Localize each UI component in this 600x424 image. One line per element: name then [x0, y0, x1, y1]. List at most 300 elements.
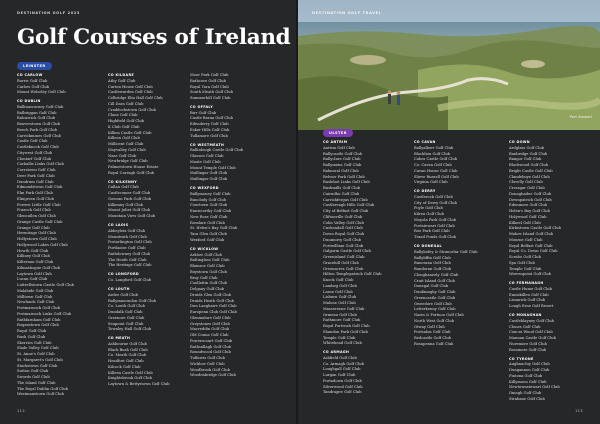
club-name: Foyle Golf Club	[414, 206, 443, 211]
county-section	[190, 247, 243, 379]
club-name: Malahide Golf Club	[17, 288, 54, 293]
club-name: Castle Golf Club	[17, 139, 48, 144]
club-name: Castlereagh Hills Golf Club	[323, 203, 375, 208]
county-heading: CO DOWN	[509, 140, 530, 144]
club-name: Buncrana Golf Club	[414, 261, 451, 266]
county-heading: CO OFFALY	[190, 104, 214, 109]
club-name: Delgany Golf Club	[190, 287, 225, 291]
club-name: City of Belfast Golf Club	[323, 209, 369, 213]
club-name: Craddockstown Golf Club	[108, 107, 156, 112]
county-section	[108, 272, 169, 284]
club-name: Colin Valley Golf Club	[323, 220, 364, 225]
club-name: Donegal Golf Club	[414, 284, 449, 289]
county-section	[323, 140, 381, 347]
county-section	[414, 189, 477, 241]
club-name: Castlecomer Golf Club	[108, 191, 151, 196]
club-name: Royal Belfast Golf Club	[509, 243, 553, 248]
club-name: Cabra Castle Golf Club	[414, 157, 458, 162]
club-name: Downpatrick Golf Club	[509, 197, 552, 202]
county-section	[17, 73, 74, 96]
club-name: Killeen Castle Golf Club	[108, 370, 153, 375]
club-name: Carton House Golf Club	[108, 84, 153, 89]
club-name: Greenore Golf Club	[108, 315, 145, 320]
club-name: The Heath Golf Club	[108, 257, 147, 262]
club-name: Blainroe Golf Club	[190, 264, 225, 268]
club-name: Aughnacloy Golf Club	[509, 362, 550, 367]
club-name: Strabane Golf Club	[509, 396, 545, 401]
club-name: Moor Park Golf Club	[190, 73, 229, 77]
club-name: Headfort Golf Club	[108, 359, 144, 364]
county-section	[323, 350, 381, 396]
club-name: Birr Golf Club	[190, 110, 217, 115]
club-name: European Club Golf Club	[190, 310, 237, 314]
club-name: Woodbrook Golf Club	[190, 367, 230, 372]
club-name: Ormeau Golf Club	[323, 312, 357, 317]
club-name: Woodenbridge Golf Club	[190, 373, 236, 378]
club-name: Lurgan Golf Club	[323, 373, 356, 378]
club-name: Cill Dara Golf Club	[108, 101, 144, 106]
club-name: Rossmore Golf Club	[509, 347, 547, 352]
club-name: Glencullen Golf Club	[17, 214, 56, 219]
club-name: Bray Golf Club	[190, 275, 218, 280]
club-name: Gweedore Golf Club	[414, 301, 452, 306]
county-section	[509, 313, 561, 353]
club-name: Old Conna Golf Club	[190, 333, 229, 337]
club-name: Cairndhu Golf Club	[323, 191, 360, 196]
club-name: Rathsallagh Golf Club	[190, 344, 232, 349]
club-name: Black Bush Golf Club	[108, 347, 148, 352]
ulster-tag: ULSTER	[323, 129, 353, 137]
club-name: Abbeyleix Golf Club	[108, 228, 146, 233]
club-name: Clandeboye Golf Club	[509, 174, 550, 179]
club-name: Lisburn Golf Club	[323, 295, 357, 300]
club-name: Rathcore Golf Club	[190, 78, 226, 83]
club-name: Whitehead Golf Club	[323, 341, 362, 346]
county-heading: CO DUBLIN	[17, 99, 41, 104]
club-name: Portsalon Golf Club	[414, 330, 451, 335]
club-name: Cloughaneely Golf Club	[414, 272, 459, 277]
club-name: Rathdowney Golf Club	[108, 251, 151, 256]
club-name: Gracehill Golf Club	[323, 260, 359, 265]
club-name: Castlerock Golf Club	[414, 194, 453, 199]
club-name: Ballyclare Golf Club	[323, 157, 361, 162]
club-name: Laytown & Bettystown Golf Club	[108, 382, 170, 387]
club-name: Ballymena Golf Club	[323, 163, 362, 167]
club-name: Massereene Golf Club	[323, 306, 365, 311]
club-name: Clovelly Golf Club	[509, 180, 543, 185]
club-name: Mullingar Golf Club	[190, 177, 228, 182]
club-name: Lambeg Golf Club	[323, 283, 357, 288]
club-name: Baltinglass Golf Club	[190, 258, 230, 263]
club-name: Ashbourne Golf Club	[108, 341, 147, 346]
club-name: Palmerstown House Estate	[108, 165, 159, 169]
club-name: Enniskillen Golf Club	[509, 292, 549, 297]
club-name: Moyola Park Golf Club	[414, 217, 457, 222]
club-name: Lough Erne Golf Resort	[509, 304, 554, 309]
county-heading: CO FERMANAGH	[509, 281, 544, 286]
club-name: Carrickmines Golf Club	[17, 133, 61, 138]
club-name: Rathmore Golf Club	[323, 318, 361, 323]
club-name: Otway Golf Club	[414, 324, 445, 329]
club-name: Tandragee Golf Club	[323, 390, 362, 395]
club-name: Crossgar Golf Club	[509, 186, 545, 190]
club-column-2	[108, 73, 169, 388]
club-name: Carrickfergus Golf Club	[323, 197, 368, 202]
club-name: Ballyalbert Golf Club	[414, 145, 454, 150]
county-heading: CO LOUTH	[108, 287, 130, 291]
club-name: Dundrum Golf Club	[17, 179, 54, 184]
club-name: Belvoir Park Golf Club	[323, 174, 365, 179]
county-section	[108, 336, 169, 388]
club-name: Mountain View Golf Club	[108, 214, 156, 219]
club-name: Macreddin Golf Club	[190, 327, 230, 332]
club-name: Down Royal Golf Club	[323, 232, 365, 236]
club-name: Newlands Golf Club	[17, 300, 55, 305]
club-name: Royal Curragh Golf Club	[108, 170, 155, 175]
club-name: Ballymascanlon Golf Club	[108, 298, 157, 303]
club-name: Bushfoot Links Golf Club	[323, 180, 370, 185]
club-name: Lisnarick Golf Club	[509, 298, 546, 303]
club-name: Druids Glen Golf Club	[190, 292, 232, 297]
club-column-6	[509, 140, 561, 403]
county-section	[509, 140, 561, 278]
club-name: Corrstown Golf Club	[17, 168, 56, 173]
club-name: Clones Golf Club	[509, 324, 541, 329]
club-name: The Island Golf Club	[17, 380, 56, 385]
club-column-3	[190, 73, 243, 379]
club-name: Rosslare Golf Club	[190, 220, 225, 225]
club-name: Shandon Park Golf Club	[323, 329, 368, 334]
club-name: Co. Armagh Golf Club	[323, 361, 364, 366]
club-name: Royal Portrush Golf Club	[323, 324, 370, 328]
club-name: Portmarnock Golf Club	[17, 306, 60, 311]
club-name: Silverwood Golf Club	[323, 384, 363, 389]
club-name: The Heritage Golf Club	[108, 263, 152, 268]
club-name: Virginia Golf Club	[414, 180, 448, 185]
county-section	[108, 223, 169, 269]
club-name: Newbridge Golf Club	[108, 159, 148, 164]
club-name: Castlewarden Golf Club	[108, 90, 153, 95]
county-heading: CO ANTRIM	[323, 140, 348, 144]
club-name: Grange Golf Club	[17, 225, 50, 230]
club-name: Naas Golf Club	[108, 153, 137, 158]
club-name: Scrabo Golf Club	[509, 255, 541, 259]
club-name: Co. Longford Golf Club	[108, 278, 152, 283]
club-name: South Meath Golf Club	[190, 90, 233, 95]
club-name: Concra Wood Golf Club	[509, 330, 553, 335]
club-name: Spa Golf Club	[509, 260, 535, 265]
club-name: Newtownstewart Golf Club	[509, 385, 560, 390]
page-title: Golf Courses of Ireland	[17, 25, 291, 50]
club-name: Narin & Portnoo Golf Club	[414, 313, 464, 318]
club-name: Portadown Golf Club	[323, 378, 362, 383]
club-name: Hollywood Lakes Golf Club	[17, 242, 68, 247]
club-name: Dunmurry Golf Club	[323, 237, 361, 242]
county-heading: CO DONEGAL	[414, 244, 442, 249]
club-name: St. Helen's Bay Golf Club	[190, 226, 238, 231]
club-name: North West Golf Club	[414, 318, 455, 323]
club-name: Ballycastle Golf Club	[323, 151, 363, 156]
club-name: Letterkenny Golf Club	[414, 307, 456, 312]
leinster-tag: LEINSTER	[17, 62, 52, 70]
club-name: Mourne Golf Club	[509, 237, 543, 242]
club-name: New Ross Golf Club	[190, 214, 228, 219]
club-name: Tullamore Golf Club	[190, 133, 228, 138]
club-name: Wicklow Golf Club	[190, 361, 225, 366]
photo-caption: Port Stewart	[569, 115, 592, 119]
running-head-left: DESTINATION GOLF 2023	[17, 11, 81, 15]
page-number-right: 113	[574, 409, 583, 413]
club-name: Luttrellstown Castle Golf Club	[17, 283, 74, 288]
club-name: Hollystown Golf Club	[17, 237, 57, 242]
club-name: Castleblayney Golf Club	[509, 318, 555, 323]
club-name: Foxrock Golf Club	[17, 208, 51, 213]
club-name: Druids Heath Golf Club	[190, 298, 234, 303]
club-name: Larne Golf Club	[323, 289, 353, 294]
county-section	[414, 140, 477, 186]
club-name: Howth Golf Club	[17, 248, 49, 253]
club-name: Glasson Golf Club	[190, 154, 224, 159]
county-section	[509, 281, 561, 310]
club-name: Galgorm Castle Golf Club	[323, 249, 371, 254]
club-name: Donaghadee Golf Club	[509, 191, 552, 196]
club-name: Blacklion Golf Club	[414, 151, 451, 156]
county-section	[509, 357, 561, 403]
club-name: Carlow Golf Club	[17, 84, 50, 89]
club-name: Hilton Templepatrick Golf Club	[323, 272, 382, 277]
club-name: Arklow Golf Club	[190, 252, 223, 257]
golf-course-photo	[298, 0, 600, 130]
club-name: Boystown Golf Club	[190, 269, 227, 274]
club-name: Cruit Island Golf Club	[414, 278, 456, 283]
club-name: Traad Ponds Golf Club	[414, 235, 457, 240]
county-heading: CO CAVAN	[414, 140, 436, 144]
club-name: Royal Co. Down Golf Club	[509, 249, 558, 254]
club-name: Mount Temple Golf Club	[190, 165, 236, 170]
club-name: Powerscourt Golf Club	[190, 338, 233, 343]
club-name: Millicent Golf Club	[108, 142, 144, 146]
club-name: Bushmills Golf Club	[323, 186, 361, 190]
club-name: Co. Louth Golf Club	[108, 304, 146, 309]
club-name: Portstewart Golf Club	[414, 223, 455, 228]
club-name: Mountrath Golf Club	[108, 234, 147, 239]
club-name: Kilrea Golf Club	[414, 212, 445, 217]
club-name: Knightsbrook Golf Club	[108, 376, 153, 381]
club-name: Ballybofey & Stranorlar Golf Club	[414, 249, 478, 254]
county-heading: CO KILDARE	[108, 73, 134, 77]
club-name: Tara Glen Golf Club	[190, 232, 227, 237]
club-name: Blackwood Golf Club	[509, 163, 549, 167]
club-name: The Royal Dublin Golf Club	[17, 386, 69, 391]
club-name: Beech Park Golf Club	[17, 127, 57, 132]
club-name: Borris Golf Club	[17, 78, 48, 83]
golf-course-photo-graphic	[298, 0, 600, 130]
club-column-5	[414, 140, 477, 348]
club-name: Tulfarris Golf Club	[190, 356, 225, 360]
club-name: Corballis Links Golf Club	[17, 162, 64, 167]
club-name: Portlaoise Golf Club	[108, 246, 146, 251]
club-name: Cavan House Golf Club	[414, 168, 458, 173]
club-name: Redcastle Golf Club	[414, 336, 452, 341]
club-name: Killymoon Golf Club	[509, 379, 547, 384]
club-name: Ballyliffin Golf Club	[414, 255, 451, 260]
county-heading: CO WEXFORD	[190, 186, 219, 191]
club-name: Cliftonville Golf Club	[323, 214, 363, 219]
club-name: Beaverstown Golf Club	[17, 122, 61, 127]
club-name: Coollattin Golf Club	[190, 281, 228, 286]
club-name: St. Anne's Golf Club	[17, 352, 55, 357]
club-name: Fintona Golf Club	[509, 373, 543, 378]
county-heading: CO KILKENNY	[108, 179, 137, 184]
club-name: Summerhill Golf Club	[190, 96, 231, 100]
running-head-right: DESTINATION GOLF TRAVEL	[312, 11, 382, 15]
club-name: Castle Hume Golf Club	[509, 286, 552, 291]
club-name: Grange Castle Golf Club	[17, 219, 63, 224]
club-name: Callan Golf Club	[108, 185, 139, 190]
club-name: Bundoran Golf Club	[414, 267, 452, 272]
club-name: Rosapenna Golf Club	[414, 341, 454, 346]
club-name: Edenderry Golf Club	[190, 122, 229, 127]
club-name: Slade Valley Golf Club	[17, 346, 59, 351]
club-name: Greencastle Golf Club	[414, 295, 456, 300]
club-name: Celbridge Elm Hall Golf Club	[108, 96, 163, 100]
club-name: Seapoint Golf Club	[108, 321, 144, 326]
club-name: Elm Park Golf Club	[17, 191, 53, 196]
club-name: Fortwilliam Golf Club	[323, 243, 364, 248]
club-name: Holywood Golf Club	[509, 214, 547, 219]
club-name: Dungannon Golf Club	[509, 368, 550, 373]
club-name: Athy Golf Club	[108, 78, 136, 83]
club-name: Nuremore Golf Club	[509, 341, 547, 346]
county-heading: CO WESTMEATH	[190, 142, 225, 147]
page-number-left: 112	[17, 409, 26, 413]
club-name: Hermitage Golf Club	[17, 231, 56, 236]
county-heading: CO TYRONE	[509, 356, 534, 361]
county-section	[17, 99, 74, 398]
club-name: Bright Castle Golf Club	[509, 168, 553, 173]
club-name: Co. Meath Golf Club	[108, 353, 147, 358]
club-name: Skerries Golf Club	[17, 340, 52, 345]
club-name: Ballinlough Castle Golf Club	[190, 148, 244, 153]
club-name: Helen's Bay Golf Club	[509, 209, 550, 213]
club-name: Clontarf Golf Club	[17, 156, 52, 161]
club-name: Edmondstown Golf Club	[17, 185, 63, 190]
club-name: Temple Golf Club	[509, 266, 542, 271]
club-name: Mount Wolseley Golf Club	[17, 90, 66, 95]
club-name: Balbriggan Golf Club	[17, 110, 57, 115]
club-name: City of Derry Golf Club	[414, 200, 458, 205]
club-name: Banbridge Golf Club	[509, 151, 548, 156]
club-name: Portarlington Golf Club	[108, 240, 152, 245]
club-name: Ashfield Golf Club	[323, 355, 357, 360]
club-name: Kirkistown Castle Golf Club	[509, 226, 561, 231]
club-name: Roganstown Golf Club	[17, 323, 59, 328]
club-name: Deer Park Golf Club	[17, 173, 55, 178]
club-name: Kilkea Castle Golf Club	[108, 130, 152, 135]
club-name: Stackstown Golf Club	[17, 363, 58, 368]
club-name: St. Margaret's Golf Club	[17, 357, 63, 362]
county-heading: CO LONGFORD	[108, 272, 140, 277]
county-section	[108, 287, 169, 333]
club-name: Roundwood Golf Club	[190, 350, 231, 355]
club-name: Ardee Golf Club	[108, 292, 138, 297]
club-name: Ballinascorney Golf Club	[17, 104, 64, 109]
club-name: Citywest Golf Club	[17, 150, 53, 155]
club-name: Warrenpoint Golf Club	[509, 272, 552, 277]
club-name: Greenacres Golf Club	[323, 266, 364, 271]
club-name: Knock Golf Club	[323, 278, 354, 282]
club-name: Omagh Golf Club	[509, 391, 542, 396]
county-section	[108, 180, 169, 220]
club-name: Greenisland Golf Club	[323, 255, 365, 259]
club-name: Highfield Golf Club	[108, 119, 145, 123]
club-name: Moate Golf Club	[190, 159, 221, 164]
club-name: Wexford Golf Club	[190, 237, 225, 242]
county-heading: CO ARMAGH	[323, 350, 350, 355]
club-name: Mount Juliet Golf Club	[108, 208, 151, 213]
county-section	[190, 105, 243, 140]
club-name: Esker Hills Golf Club	[190, 127, 230, 132]
club-name: Roe Park Golf Club	[414, 229, 450, 234]
club-name: Temple Golf Club	[323, 335, 356, 340]
club-name: Rathfarnham Golf Club	[17, 317, 61, 322]
club-name: Loughgall Golf Club	[323, 367, 361, 372]
club-name: Portmarnock Links Golf Club	[17, 311, 72, 316]
club-name: Clane Golf Club	[108, 113, 138, 118]
club-name: Kilternan Golf Club	[17, 260, 54, 265]
club-name: Bunclody Golf Club	[190, 197, 227, 202]
county-heading: CO MEATH	[108, 336, 131, 341]
club-name: Enniscorthy Golf Club	[190, 209, 232, 214]
county-section	[190, 186, 243, 244]
county-heading: CO LAOIS	[108, 223, 129, 228]
club-name: Gowran Park Golf Club	[108, 196, 152, 201]
club-name: Royal Tara Golf Club	[190, 84, 229, 89]
club-name: Dunfanaghy Golf Club	[414, 290, 456, 295]
county-heading: CO DERRY	[414, 189, 436, 194]
county-section	[190, 143, 243, 183]
club-name: Townley Hall Golf Club	[108, 327, 152, 332]
club-column-1	[17, 73, 74, 398]
county-heading: CO CARLOW	[17, 73, 43, 77]
county-heading: CO WICKLOW	[190, 246, 219, 251]
club-name: Kilmashogue Golf Club	[17, 265, 61, 270]
club-name: Dundalk Golf Club	[108, 310, 143, 314]
club-name: Ballymoney Golf Club	[190, 191, 231, 196]
club-name: Mullingar Golf Club	[190, 171, 228, 176]
club-name: Kilcock Golf Club	[108, 364, 141, 369]
club-name: Antrim Golf Club	[323, 145, 355, 150]
club-name: Killiney Golf Club	[17, 254, 50, 259]
club-name: Kilkeel Golf Club	[509, 220, 541, 225]
county-section	[108, 73, 169, 177]
club-name: Sutton Golf Club	[17, 369, 49, 374]
club-name: Courtown Golf Club	[190, 203, 228, 208]
club-name: Balcarrick Golf Club	[17, 116, 56, 121]
county-section	[414, 244, 477, 348]
county-heading: CO MONAGHAN	[509, 313, 542, 318]
club-name: Swords Golf Club	[17, 375, 50, 380]
club-name: Kilkenny Golf Club	[108, 202, 144, 207]
club-name: Castleknock Golf Club	[17, 145, 59, 150]
club-column-4	[323, 140, 381, 396]
club-name: Slieve Russell Golf Club	[414, 174, 459, 179]
club-name: Mahee Island Golf Club	[509, 232, 554, 236]
club-name: Cushendall Golf Club	[323, 226, 363, 231]
club-name: Malone Golf Club	[323, 301, 356, 305]
club-name: Mannan Castle Golf Club	[509, 336, 557, 341]
club-name: Ardglass Golf Club	[509, 145, 545, 150]
